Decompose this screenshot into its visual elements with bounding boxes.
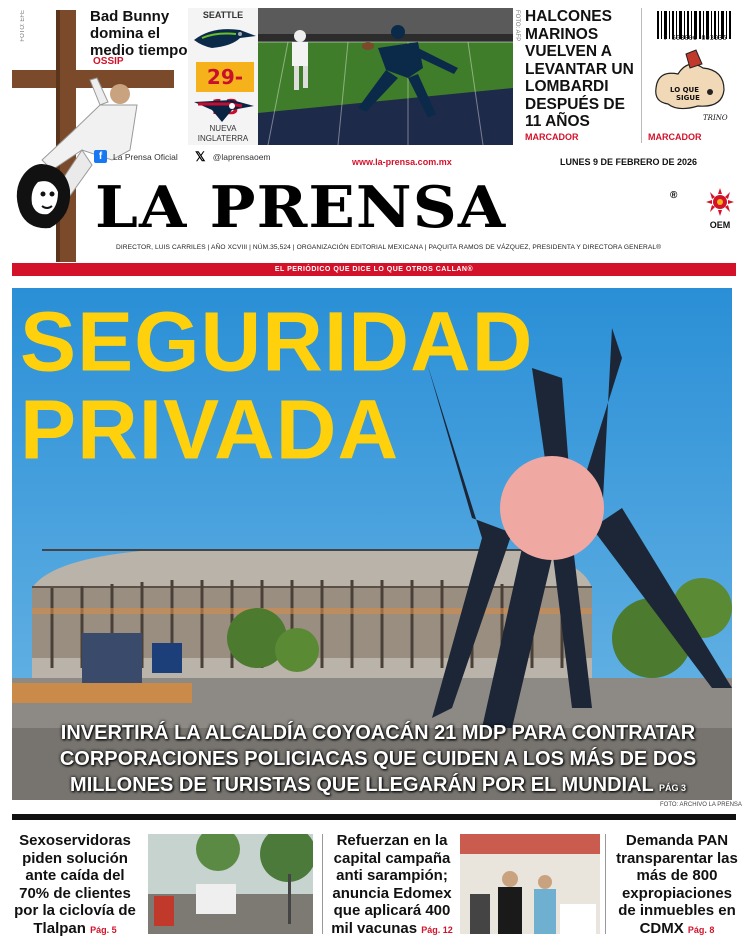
divider: [641, 8, 642, 143]
slogan-bar: EL PERIÓDICO QUE DICE LO QUE OTROS CALLAN®: [12, 263, 736, 276]
promo-right-source: MARCADOR: [525, 132, 579, 142]
lion-mascot-icon: [12, 160, 74, 232]
bottom-story-3-text: Demanda PAN transparentar las más de 800 expropiaciones de inmuebles en CDMX: [616, 832, 738, 937]
twitter-handle[interactable]: @laprensaoem: [212, 151, 271, 162]
team-seattle-label: SEATTLE: [202, 10, 244, 20]
bottom-story-1-page: Pág. 5: [90, 924, 117, 935]
headline-line2[interactable]: PRIVADA: [20, 382, 400, 477]
bottom-story-2-photo[interactable]: [460, 834, 600, 934]
promo-left-author: OSSIP: [93, 56, 124, 67]
bottom-story-1-photo[interactable]: [148, 834, 313, 934]
divider: [322, 834, 323, 934]
social-links: [94, 150, 271, 163]
bottom-story-3-page: Pág. 8: [687, 924, 715, 935]
bottom-story-1-text: Sexoservidoras piden solución ante caída del 70% de clientes por la ciclovía de Tlalpan: [14, 832, 136, 937]
issue-date: LUNES 9 DE FEBRERO DE 2026: [560, 157, 698, 167]
promo-right-title[interactable]: HALCONES MARINOS VUELVEN A LEVANTAR UN LOMBARDI DESPUÉS DE 11 AÑOS: [525, 8, 634, 130]
bottom-story-2-page: Pág. 12: [421, 924, 453, 935]
promo-photo-football[interactable]: [258, 8, 513, 145]
svg-text:TRINO: TRINO: [703, 114, 728, 122]
divider: [605, 834, 606, 934]
headline-line1[interactable]: SEGURIDAD: [20, 294, 534, 389]
svg-text:SIGUE: SIGUE: [676, 94, 700, 102]
game-score: 29-: [196, 62, 254, 92]
website-link[interactable]: www.la-prensa.com.mx: [352, 157, 452, 167]
registered-mark: ®: [670, 190, 678, 201]
main-story-subhead[interactable]: [28, 720, 728, 801]
facebook-handle[interactable]: La Prensa Oficial: [113, 151, 178, 162]
bottom-story-2-text: Refuerzan en la capital campaña anti sarampión; anuncia Edomex que aplicará 400 mil vacunas: [331, 832, 452, 937]
promo-left-title[interactable]: Bad Bunny domina el medio tiempo: [90, 8, 188, 59]
oem-logo-icon: [700, 188, 740, 230]
oem-logo-text: OEM: [709, 220, 731, 230]
barcode-number: 7 503006 093036: [663, 34, 727, 42]
bottom-story-1[interactable]: [10, 832, 140, 939]
section-rule: [12, 814, 736, 820]
photo-credit: FOTO: AFP: [514, 10, 520, 42]
patriots-logo-icon: [192, 96, 258, 124]
seahawks-logo-icon: [192, 22, 258, 56]
subhead-page-ref: PÁG 3: [658, 783, 686, 793]
team-new-england-label: NUEVA INGLATERRA: [197, 124, 249, 143]
subhead-text: INVERTIRÁ LA ALCALDÍA COYOACÁN 21 MDP PARA CONTRATAR CORPORACIONES POLICIACAS QUE CUIDEN A LOS MÁS DE DOS MILLONES DE TURISTAS QUE LLEGARÁN POR EL MUNDIAL: [59, 722, 697, 796]
photo-credit: FOTO: ARCHIVO LA PRENSA: [660, 802, 742, 808]
masthead-credits: DIRECTOR, LUIS CARRILES | AÑO XCVIII | NÚM.35,524 | ORGANIZACIÓN EDITORIAL MEXICANA | PAQUITA RAMOS DE VÁZQUEZ, PRESIDENTA Y DIRECTORA GENERAL®: [116, 244, 662, 251]
facebook-icon[interactable]: f: [94, 150, 107, 163]
cartoon-source: MARCADOR: [648, 132, 702, 142]
cartoon-illustration: [648, 48, 733, 128]
bottom-story-2[interactable]: [330, 832, 454, 939]
photo-credit: FOTO: EFE: [20, 10, 26, 42]
svg-text:LO QUE: LO QUE: [670, 86, 700, 94]
bottom-story-3[interactable]: [614, 832, 740, 939]
x-twitter-icon[interactable]: 𝕏: [194, 148, 206, 164]
newspaper-logo[interactable]: LA PRENSA: [95, 174, 507, 241]
